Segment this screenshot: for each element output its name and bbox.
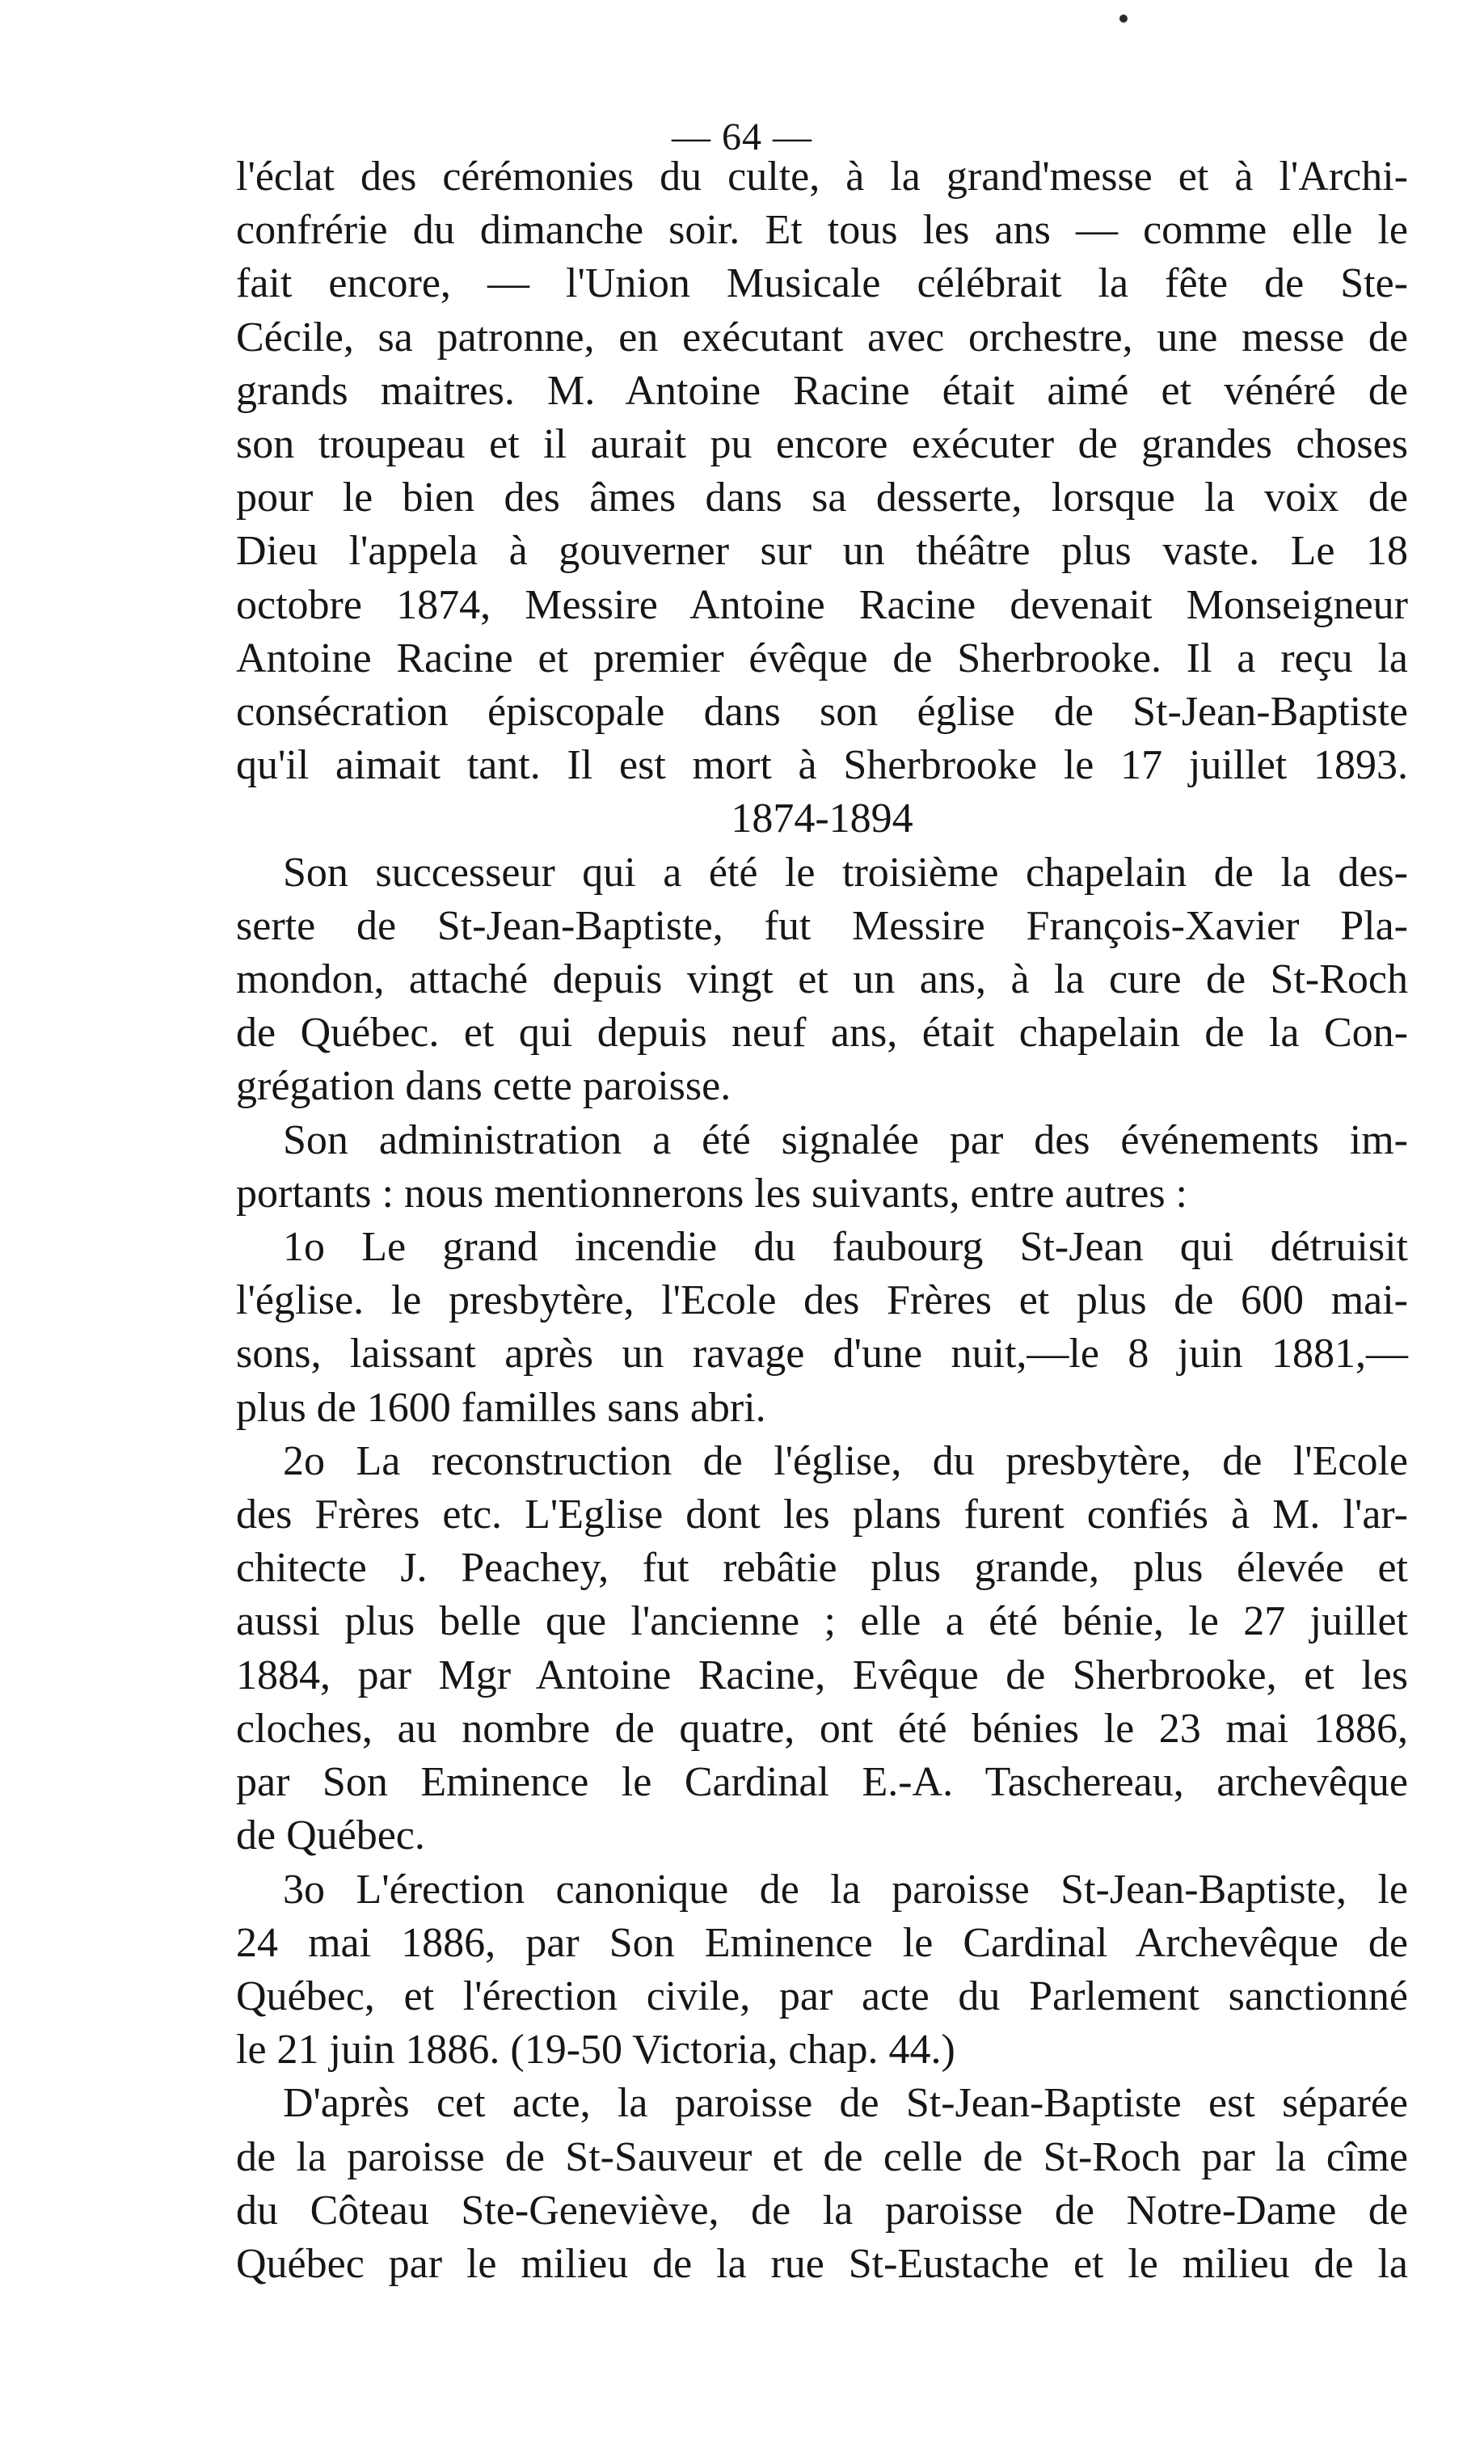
text-line: l'éclat des cérémonies du culte, à la grand'messe et à l'Archi-: [236, 154, 1408, 200]
text-line: confrérie du dimanche soir. Et tous les ans — comme elle le: [236, 207, 1408, 254]
text-line: mondon, attaché depuis vingt et un ans, à la cure de St-Roch: [236, 956, 1408, 1003]
ink-speck: [1119, 15, 1128, 23]
text-line: Québec par le milieu de la rue St-Eustache et le milieu de la: [236, 2240, 1408, 2287]
body-text: [236, 150, 1408, 2291]
text-line: de la paroisse de St-Sauveur et de celle de St-Roch par la cîme: [236, 2133, 1408, 2180]
text-line: Antoine Racine et premier évêque de Sherbrooke. Il a reçu la: [236, 635, 1408, 681]
text-line: Son successeur qui a été le troisième chapelain de la des-: [283, 849, 1408, 896]
page-number: — 64 —: [672, 116, 812, 158]
text-line: qu'il aimait tant. Il est mort à Sherbrooke le 17 juillet 1893.: [236, 742, 1408, 789]
section-heading: 1874-1894: [731, 795, 913, 842]
text-line: 1884, par Mgr Antoine Racine, Evêque de Sherbrooke, et les: [236, 1652, 1408, 1698]
text-line: D'après cet acte, la paroisse de St-Jean-Baptiste est séparée: [283, 2080, 1408, 2127]
text-line: plus de 1600 familles sans abri.: [236, 1384, 766, 1431]
text-line: octobre 1874, Messire Antoine Racine devenait Monseigneur: [236, 581, 1408, 628]
text-line: aussi plus belle que l'ancienne ; elle a été bénie, le 27 juillet: [236, 1598, 1408, 1645]
text-line: chitecte J. Peachey, fut rebâtie plus grande, plus élevée et: [236, 1545, 1408, 1592]
text-line: grégation dans cette paroisse.: [236, 1063, 731, 1110]
text-line: 2o La reconstruction de l'église, du presbytère, de l'Ecole: [283, 1437, 1408, 1484]
text-line: pour le bien des âmes dans sa desserte, lorsque la voix de: [236, 475, 1408, 521]
text-line: le 21 juin 1886. (19-50 Victoria, chap. 44.): [236, 2027, 955, 2074]
text-line: 1o Le grand incendie du faubourg St-Jean qui détruisit: [283, 1224, 1408, 1271]
text-line: Cécile, sa patronne, en exécutant avec orchestre, une messe de: [236, 314, 1408, 361]
text-line: de Québec. et qui depuis neuf ans, était chapelain de la Con-: [236, 1010, 1408, 1057]
text-line: grands maitres. M. Antoine Racine était aimé et vénéré de: [236, 367, 1408, 414]
text-line: 24 mai 1886, par Son Eminence le Cardinal Archevêque de: [236, 1919, 1408, 1966]
text-line: de Québec.: [236, 1812, 425, 1859]
text-line: du Côteau Ste-Geneviève, de la paroisse de Notre-Dame de: [236, 2187, 1408, 2234]
text-line: sons, laissant après un ravage d'une nuit,—le 8 juin 1881,—: [236, 1331, 1408, 1378]
text-line: Dieu l'appela à gouverner sur un théâtre plus vaste. Le 18: [236, 528, 1408, 575]
text-line: fait encore, — l'Union Musicale célébrait la fête de Ste-: [236, 260, 1408, 307]
text-line: des Frères etc. L'Eglise dont les plans furent confiés à M. l'ar-: [236, 1491, 1408, 1538]
text-line: par Son Eminence le Cardinal E.-A. Taschereau, archevêque: [236, 1759, 1408, 1806]
text-line: son troupeau et il aurait pu encore exécuter de grandes choses: [236, 421, 1408, 468]
text-line: 3o L'érection canonique de la paroisse St-Jean-Baptiste, le: [283, 1866, 1408, 1913]
text-line: cloches, au nombre de quatre, ont été bénies le 23 mai 1886,: [236, 1705, 1408, 1752]
text-line: serte de St-Jean-Baptiste, fut Messire François-Xavier Pla-: [236, 902, 1408, 949]
text-line: Son administration a été signalée par des événements im-: [283, 1116, 1408, 1163]
text-line: Québec, et l'érection civile, par acte du Parlement sanctionné: [236, 1972, 1408, 2019]
text-line: consécration épiscopale dans son église de St-Jean-Baptiste: [236, 689, 1408, 736]
text-line: l'église. le presbytère, l'Ecole des Frères et plus de 600 mai-: [236, 1277, 1408, 1324]
text-line: portants : nous mentionnerons les suivants, entre autres :: [236, 1170, 1188, 1217]
